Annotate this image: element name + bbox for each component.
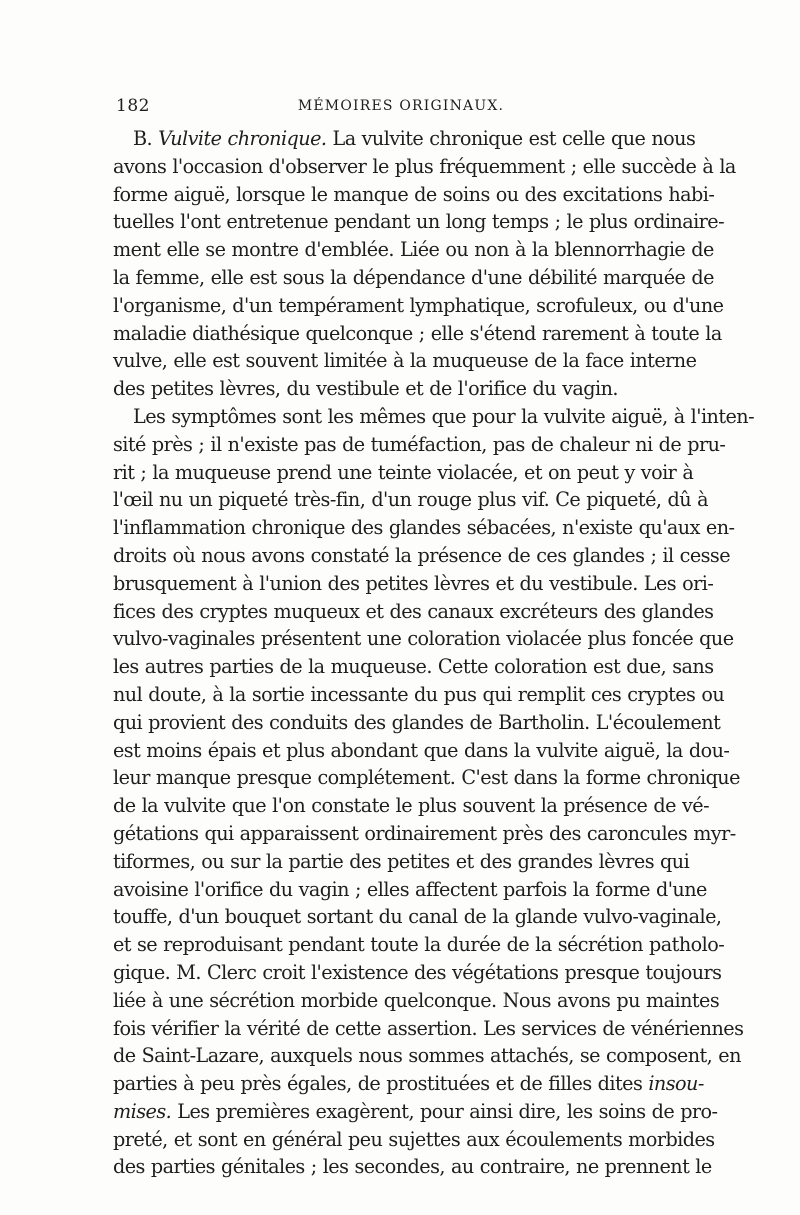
page-number: 182 — [116, 96, 150, 116]
text-line: de la vulvite que l'on constate le plus souvent la présence de vé- — [113, 794, 710, 818]
text-line: et se reproduisant pendant toute la durée de la sécrétion patholo- — [113, 933, 725, 957]
text-line: des petites lèvres, du vestibule et de l'orifice du vagin. — [113, 377, 618, 401]
text-line: vulve, elle est souvent limitée à la muqueuse de la face interne — [113, 349, 697, 373]
section-label: B. — [133, 127, 153, 150]
text-line: de Saint-Lazare, auxquels nous sommes attachés, se composent, en — [113, 1044, 741, 1068]
text-line: qui provient des conduits des glandes de Bartholin. L'écoulement — [113, 710, 721, 734]
text-line: la femme, elle est sous la dépendance d'une débilité marquée de — [113, 265, 714, 289]
italic-word: insou- — [648, 1072, 704, 1096]
text-line: preté, et sont en général peu sujettes aux écoulements morbides — [113, 1127, 715, 1151]
text-line: liée à une sécrétion morbide quelconque. Nous avons pu maintes — [113, 988, 720, 1012]
section-title: Vulvite chronique. — [158, 127, 327, 150]
text-line: tiformes, ou sur la partie des petites et des grandes lèvres qui — [113, 849, 690, 873]
text-line: rit ; la muqueuse prend une teinte violacée, et on peut y voir à — [113, 460, 694, 484]
text-line: parties à peu près égales, de prostituées et de filles dites insou- — [113, 1072, 704, 1096]
text-line: fois vérifier la vérité de cette assertion. Les services de vénériennes — [113, 1016, 744, 1040]
text-line: brusquement à l'union des petites lèvres et du vestibule. Les ori- — [113, 571, 714, 595]
text-line: sité près ; il n'existe pas de tuméfaction, pas de chaleur ni de pru- — [113, 432, 726, 456]
text-line: Les symptômes sont les mêmes que pour la vulvite aiguë, à l'inten- — [133, 404, 755, 428]
text-line: les autres parties de la muqueuse. Cette coloration est due, sans — [113, 655, 714, 679]
text-line: l'œil nu un piqueté très-fin, d'un rouge plus vif. Ce piqueté, dû à — [113, 488, 708, 512]
text-line: leur manque presque complétement. C'est dans la forme chronique — [113, 766, 740, 790]
text-line: vulvo-vaginales présentent une coloration violacée plus foncée que — [113, 627, 734, 651]
text-line: fices des cryptes muqueux et des canaux excréteurs des glandes — [113, 599, 714, 623]
text-line: gique. M. Clerc croit l'existence des végétations presque toujours — [113, 960, 722, 984]
italic-word: mises. — [113, 1099, 172, 1123]
text-line: ment elle se montre d'emblée. Liée ou non à la blennorrhagie de — [113, 238, 714, 262]
text-line: maladie diathésique quelconque ; elle s'étend rarement à toute la — [113, 321, 722, 345]
text-line: touffe, d'un bouquet sortant du canal de la glande vulvo-vaginale, — [113, 905, 722, 929]
text-line: gétations qui apparaissent ordinairement près des caroncules myr- — [113, 821, 736, 845]
text-line: avoisine l'orifice du vagin ; elles affectent parfois la forme d'une — [113, 877, 707, 901]
text-line: tuelles l'ont entretenue pendant un long temps ; le plus ordinaire- — [113, 210, 725, 234]
text-line: l'organisme, d'un tempérament lymphatique, scrofuleux, ou d'une — [113, 293, 724, 317]
body-text — [113, 125, 755, 1181]
text-line: des parties génitales ; les secondes, au contraire, ne prennent le — [113, 1155, 712, 1179]
running-title: MÉMOIRES ORIGINAUX. — [297, 98, 505, 114]
text-line: mises. Les premières exagèrent, pour ainsi dire, les soins de pro- — [113, 1099, 718, 1123]
text-line: droits où nous avons constaté la présence de ces glandes ; il cesse — [113, 543, 731, 567]
running-head — [116, 96, 686, 120]
text-line: avons l'occasion d'observer le plus fréquemment ; elle succède à la — [113, 154, 736, 178]
text-line: forme aiguë, lorsque le manque de soins ou des excitations habi- — [113, 182, 715, 206]
text-line: B. Vulvite chronique. La vulvite chronique est celle que nous — [133, 127, 696, 150]
text-line: nul doute, à la sortie incessante du pus qui remplit ces cryptes ou — [113, 682, 725, 706]
text-line: est moins épais et plus abondant que dans la vulvite aiguë, la dou- — [113, 738, 730, 762]
text-line: l'inflammation chronique des glandes sébacées, n'existe qu'aux en- — [113, 516, 735, 540]
